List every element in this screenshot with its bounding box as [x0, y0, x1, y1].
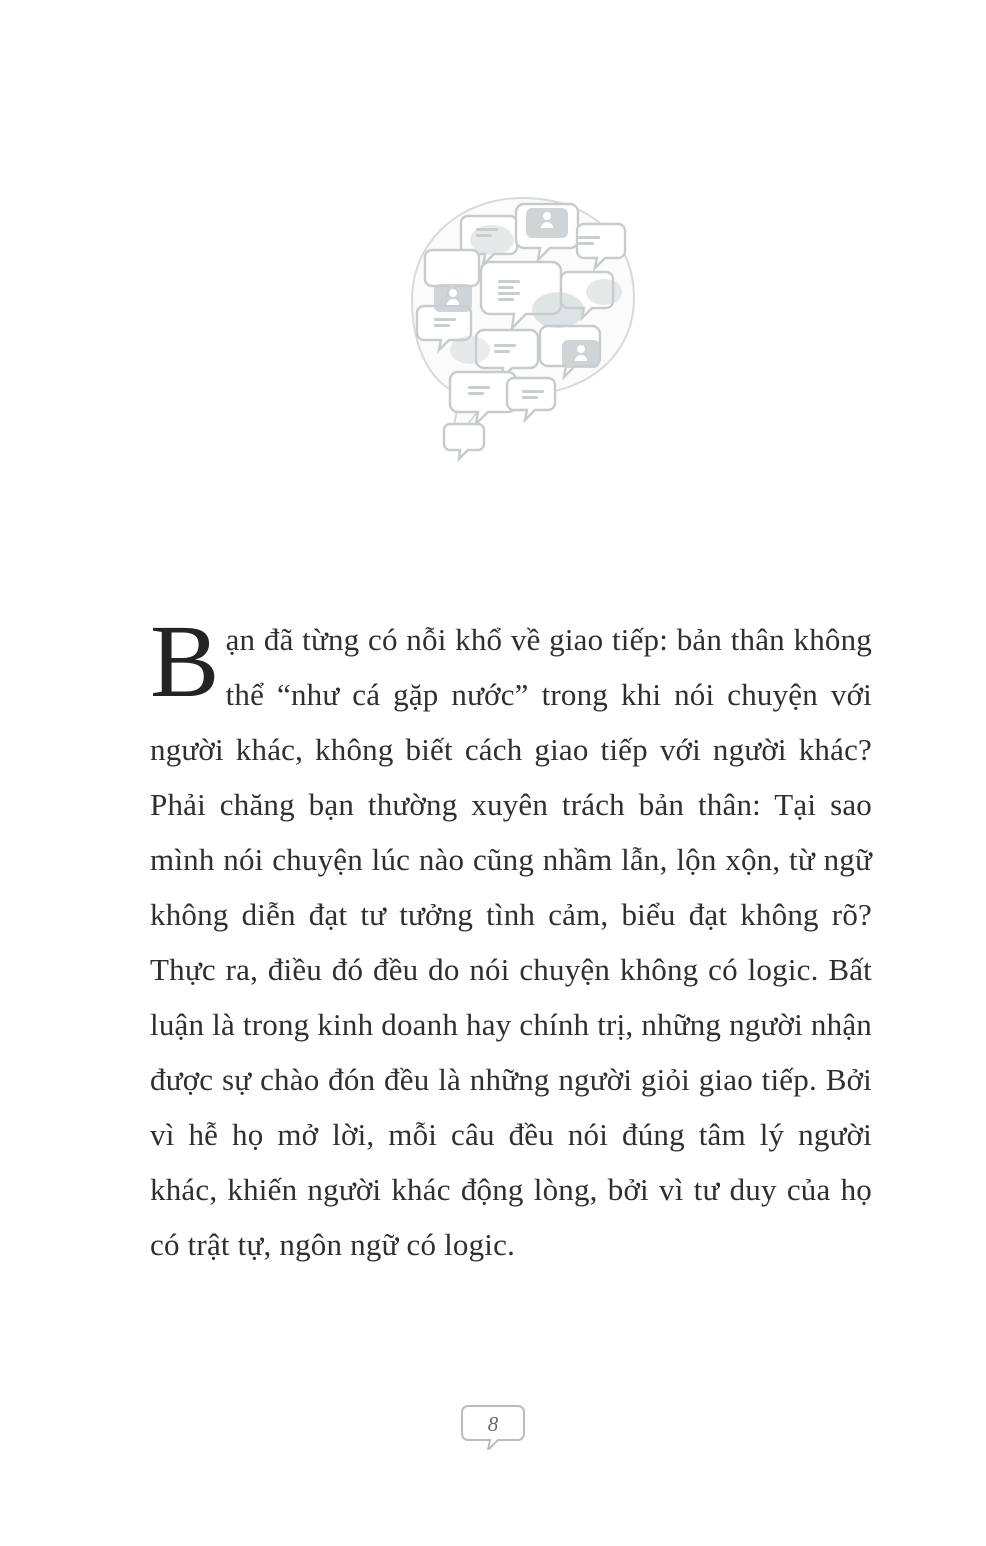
- page-number: 8: [487, 1411, 499, 1436]
- speech-bubble-cluster-illustration: [372, 180, 662, 480]
- paragraph-text: ạn đã từng có nỗi khổ về giao tiếp: bản thân không thể “như cá gặp nước” trong khi nói chuyện với người khác, không biết cách giao tiếp với người khác? Phải chăng bạn thường xuyên trách bản thân: Tại sao mình nói chuyện lúc nào cũng nhầm lẫn, lộn xộn, từ ngữ không diễn đạt tư tưởng tình cảm, biểu đạt không rõ? Thực ra, điều đó đều do nói chuyện không có logic. Bất luận là trong kinh doanh hay chính trị, những người nhận được sự chào đón đều là những người giỏi giao tiếp. Bởi vì hễ họ mở lời, mỗi câu đều nói đúng tâm lý người khác, khiến người khác động lòng, bởi vì tư duy của họ có trật tự, ngôn ngữ có logic.: [150, 622, 872, 1262]
- body-paragraph: [150, 604, 872, 1272]
- page-number-bubble: [460, 1404, 526, 1450]
- drop-cap: B: [150, 604, 220, 719]
- page-footer: [0, 1392, 986, 1462]
